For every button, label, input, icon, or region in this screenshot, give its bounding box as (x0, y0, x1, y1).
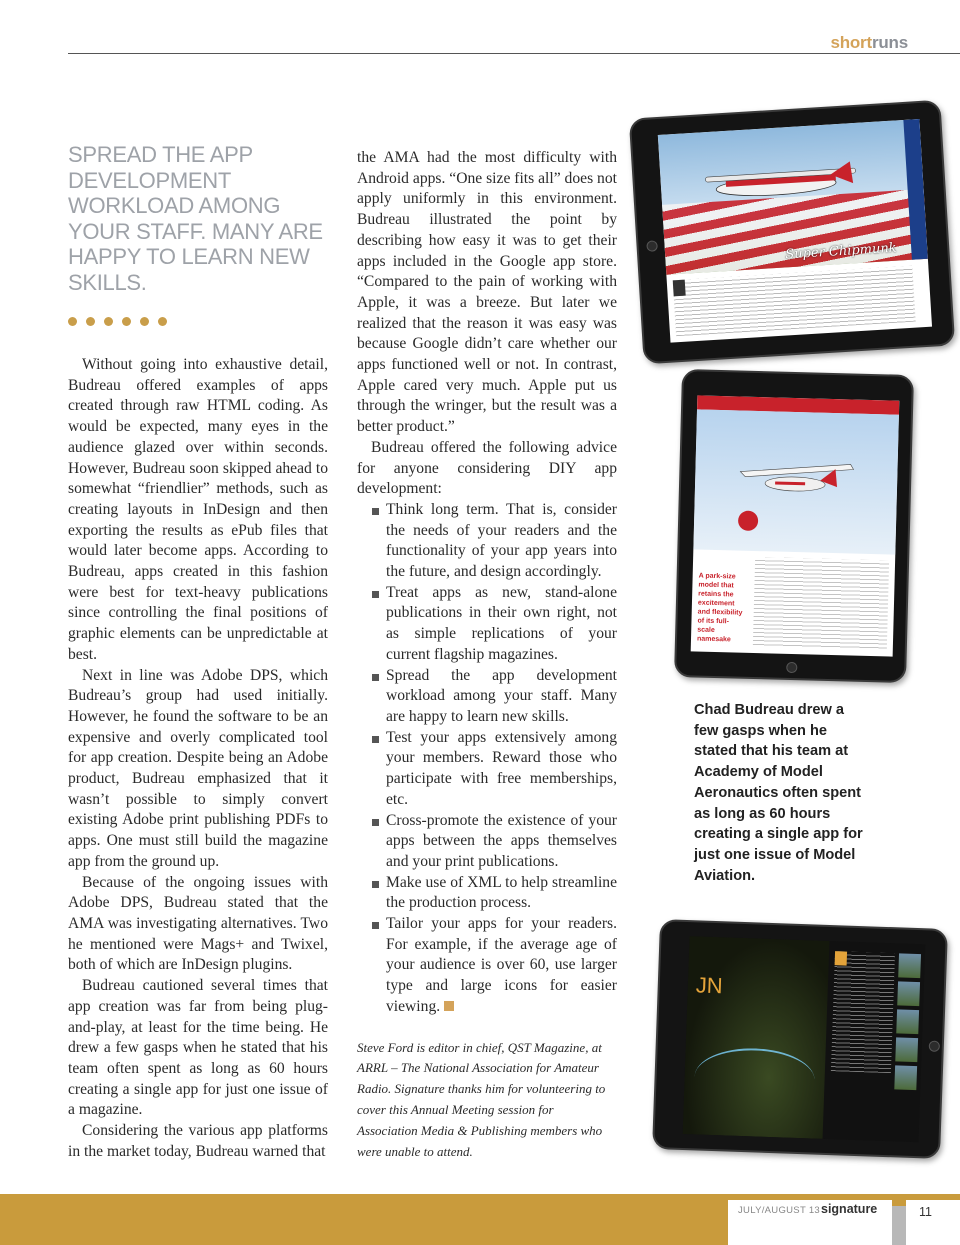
paragraph: Because of the ongoing issues with Adobe DPS, Budreau stated that the AMA was investigating alternatives. Two he mentioned were Mags+ and Twixel, both of which are InDesign plugins. (68, 873, 328, 974)
page-number-box (906, 1200, 960, 1245)
drop-cap (673, 280, 686, 297)
tablet-screen (658, 119, 932, 343)
paragraph: Considering the various app platforms in the market today, Budreau warned that (68, 1122, 328, 1160)
airplane-illustration (689, 143, 863, 223)
seaplane-illustration (735, 456, 856, 505)
tablet-image-chipmunk (629, 100, 955, 365)
dot (86, 317, 95, 326)
advice-item: Think long term. That is, consider the needs of your readers and the functionality of your app years into the future, and design accordingly. (367, 500, 617, 583)
tablet-image-night-flight (652, 919, 948, 1159)
dot (140, 317, 149, 326)
tablet-screen (691, 395, 900, 656)
issue-date: JULY/AUGUST 13 (738, 1205, 820, 1216)
header-rule (68, 53, 960, 54)
photo-caption: Chad Budreau drew a few gasps when he stated that his team at Academy of Model Aeronautics often spent as long as 60 hours creating a single app for just one issue of Model Aviation. (694, 702, 863, 884)
section-label (830, 33, 908, 53)
ornament-dots (68, 317, 167, 326)
advice-item: Spread the app development workload among your staff. Many are happy to learn new skills. (367, 666, 617, 728)
body-column-1 (68, 355, 328, 1162)
advice-item: Test your apps extensively among your members. Reward those who participate with free memberships, etc. (367, 728, 617, 811)
home-button (929, 1041, 940, 1052)
paragraph: Next in line was Adobe DPS, which Budreau’s group had used initially. However, he found the software to be an expensive and overly complicated tool for app creation. Despite being an Adobe product, Budreau emphasized that it wasn’t possible to simply convert existing Adobe print publishing PDFs to apps. One must still build the magazine app from the ground up. (68, 666, 328, 870)
tablet-pull-quote: A park-size model that retains the excitement and flexibility of its full-scale namesake (696, 572, 743, 644)
advice-item (367, 914, 617, 1018)
advice-list (367, 500, 617, 1018)
magazine-name: signature (821, 1202, 878, 1216)
home-button (646, 240, 658, 252)
text-lines (753, 557, 889, 650)
page-number: 11 (919, 1205, 932, 1219)
section-label-part1: short (830, 33, 872, 52)
thumbnail-strip (894, 953, 921, 1090)
footer-divider (892, 1206, 906, 1245)
dot (104, 317, 113, 326)
advice-item: Cross-promote the existence of your apps between the apps themselves and your print publications. (367, 811, 617, 873)
text-lines (673, 266, 916, 337)
end-mark (444, 1001, 454, 1011)
section-label-part2: runs (871, 33, 908, 52)
dot (158, 317, 167, 326)
author-bio: Steve Ford is editor in chief, QST Magazine, at ARRL – The National Association for Amateur Radio. Signature thanks him for volunteering to cover this Annual Meeting session for Association Media & Publishing members who were unable to attend. (357, 1039, 606, 1159)
paragraph: Budreau cautioned several times that app creation was far from being plug-and-play, at least for the time being. He drew a few gasps when he stated that his team often spent as long as 60 hours creating a single app for just one issue of a magazine. (68, 977, 328, 1119)
tablet-article-title: Super Chipmunk (784, 240, 898, 263)
thumbnail (895, 1037, 918, 1062)
pull-quote: SPREAD THE APP DEVELOPMENT WORKLOAD AMONG YOUR STAFF. MANY ARE HAPPY TO LEARN NEW SKILLS. (68, 142, 323, 295)
advice-item: Treat apps as new, stand-alone publications in their own right, not as simple replications of your current flagship magazines. (367, 583, 617, 666)
body-column-2 (357, 148, 617, 1162)
paragraph: the AMA had the most difficulty with Android apps. “One size fits all” does not apply uniformly in this environment. Budreau illustrated the point by describing how easy it was to get their apps included in the Google app store. “Compared to the pain of working with Apple, it was a breeze. But later we realized that the reason it was easy was because Google didn’t care whether our apps functioned well or not. In contrast, Apple cared very much. Apple put us through the wringer, but the result was a better product.” (357, 149, 617, 436)
text-lines (831, 951, 895, 1073)
tablet-logo: JN (695, 972, 724, 999)
thumbnail (898, 953, 921, 978)
paragraph: Budreau offered the following advice for anyone considering DIY app development: (357, 438, 617, 498)
thumbnail (894, 1065, 917, 1090)
paragraph: Without going into exhaustive detail, Budreau offered examples of apps created through raw HTML coding. As would be expected, many eyes in the audience glazed over within seconds. However, Budreau soon skipped ahead to somewhat “friendlier” methods, such as creating layouts in InDesign and then exporting the results as ePub files that would later become apps. According to Budreau, apps created in this fashion were best for text-heavy publications since controlling the final positions of graphic elements can be unpredictable at best. (68, 356, 328, 663)
tablet-image-review (674, 369, 914, 683)
advice-item: Make use of XML to help streamline the production process. (367, 873, 617, 914)
tablet-screen (683, 936, 926, 1142)
thumbnail (897, 981, 920, 1006)
dot (122, 317, 131, 326)
drop-cap (835, 951, 847, 965)
advice-item-text: Tailor your apps for your readers. For example, if the average age of your audience is over 60, use larger type and large icons for easier viewing. (386, 915, 617, 1015)
dot (68, 317, 77, 326)
home-button (786, 662, 797, 673)
thumbnail (896, 1009, 919, 1034)
